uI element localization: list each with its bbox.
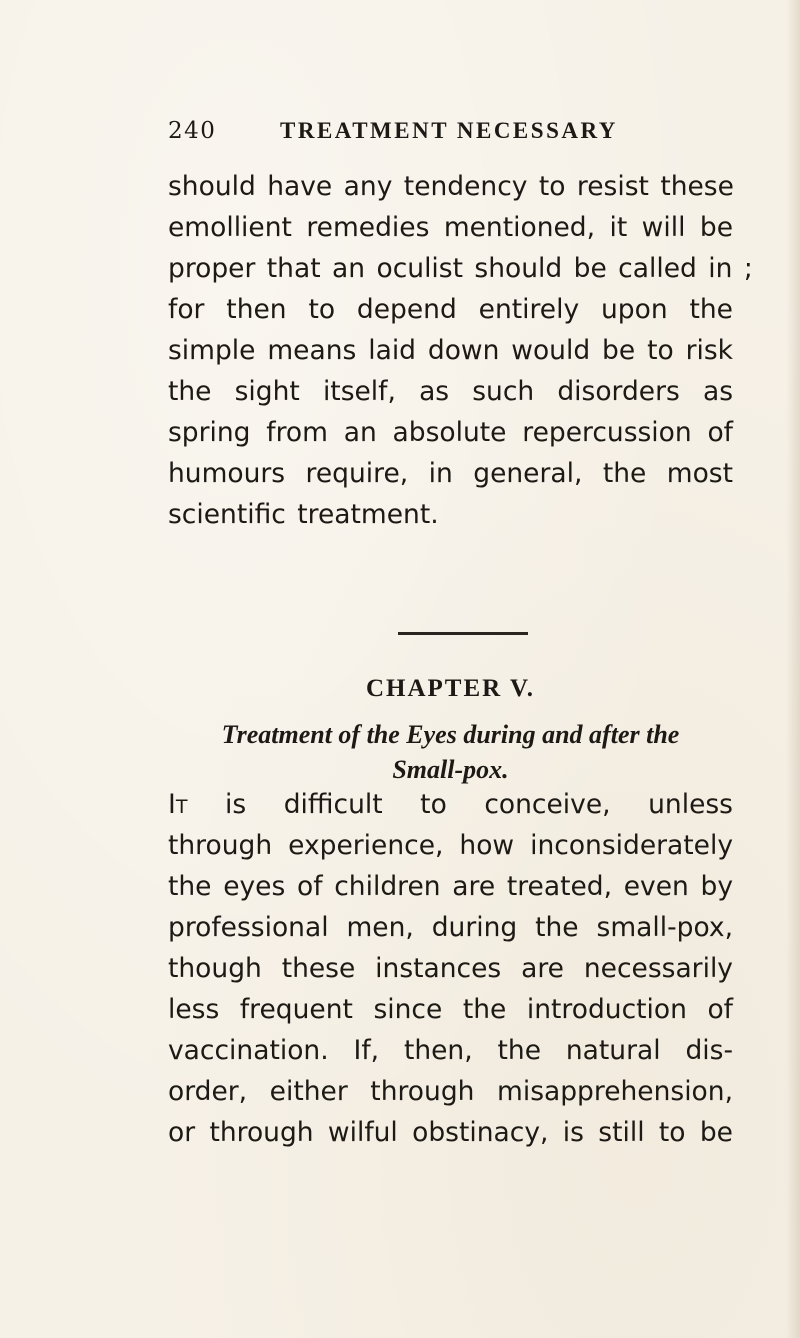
text-line: through experience, how inconsiderately [168,830,733,861]
chapter-heading: CHAPTER V. [365,675,536,702]
text-line: should have any tendency to resist these [168,171,734,202]
text-line-first [168,784,733,825]
paragraph-continuation [168,166,753,535]
text-line: less frequent since the introduction of [168,994,733,1025]
text-line: for then to depend entirely upon the [168,294,733,325]
opening-word: It [168,789,188,820]
text-line: vaccination. If, then, the natural dis- [168,1035,733,1066]
page-edge-shadow [786,0,800,1338]
first-line-text: is difficult to conceive, unless [187,789,733,820]
text-line: professional men, during the small-pox, [168,912,733,943]
text-line: though these instances are necessarily [168,953,733,984]
text-line: humours require, in general, the most [168,458,733,489]
text-line: proper that an oculist should be called in ; [168,253,753,284]
text-line: emollient remedies mentioned, it will be [168,212,733,243]
text-line: simple means laid down would be to risk [168,335,733,366]
text-line: order, either through misapprehension, [168,1076,733,1107]
page-number: 240 [168,118,217,144]
section-divider-rule [398,632,528,635]
chapter-subtitle [168,717,733,787]
chapter-opening-paragraph [168,784,733,1153]
subtitle-line: Small-pox. [392,755,509,784]
text-line: or through wilful obstinacy, is still to be [168,1117,733,1148]
subtitle-line: Treatment of the Eyes during and after the [221,720,680,749]
text-line: the eyes of children are treated, even by [168,871,733,902]
running-title: TREATMENT NECESSARY [280,118,618,143]
text-line: scientific treatment. [168,499,439,530]
text-line: the sight itself, as such disorders as [168,376,733,407]
text-line: spring from an absolute repercussion of [168,417,733,448]
running-header [168,118,728,152]
